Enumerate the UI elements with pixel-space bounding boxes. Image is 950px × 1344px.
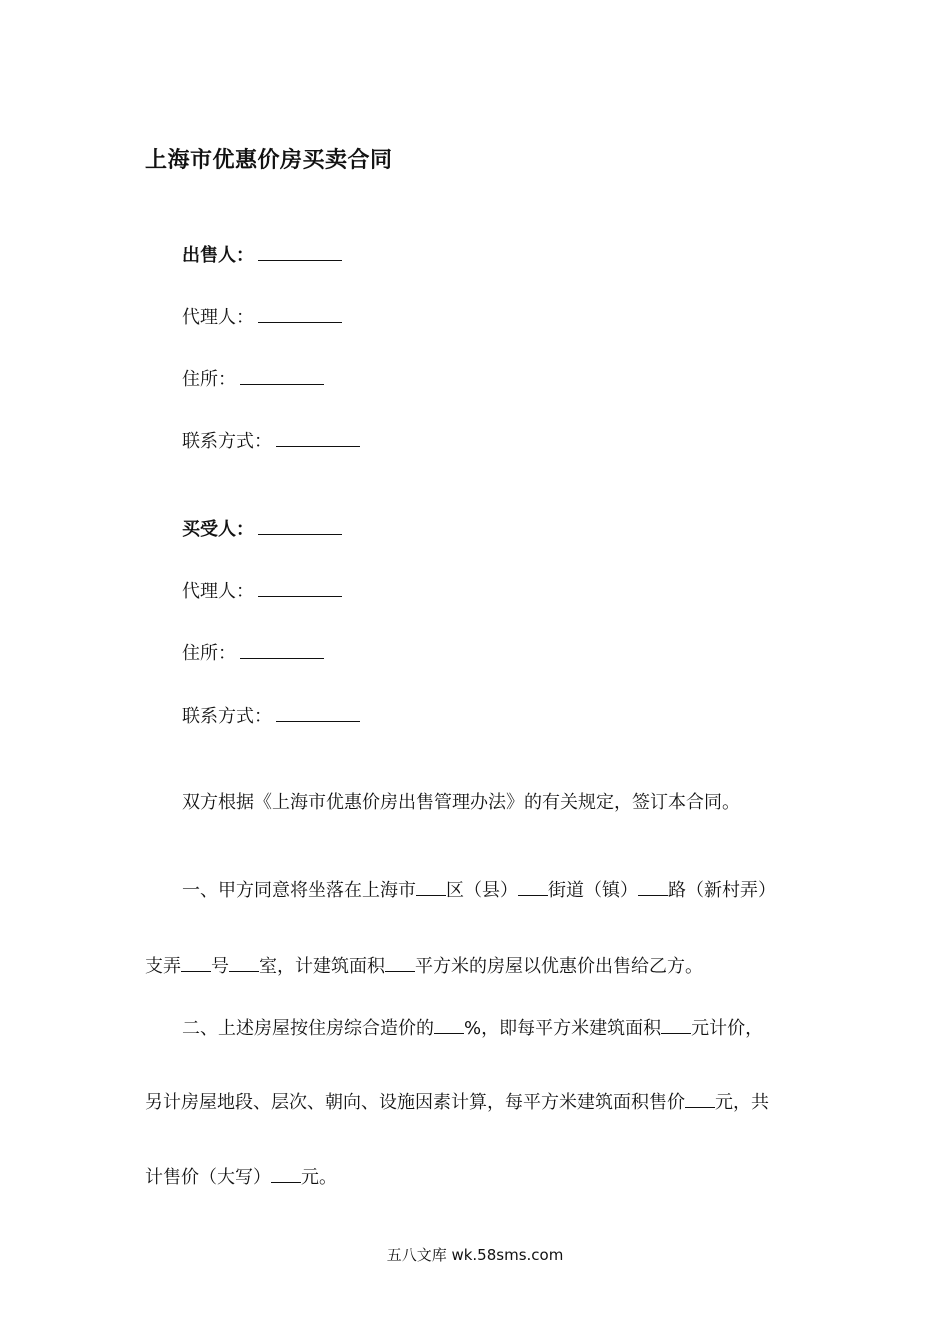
footer-watermark: 五八文库 wk.58sms.com (386, 1246, 564, 1264)
seller-address-label: 住所： (182, 369, 236, 390)
buyer-agent-blank (258, 578, 342, 597)
lane-blank (181, 953, 211, 972)
number-blank (229, 953, 259, 972)
clause-2-line-3 (145, 1164, 337, 1190)
clause-1-text-a: 一、甲方同意将坐落在上海市 (182, 880, 416, 901)
area-blank (385, 953, 415, 972)
clause-2-text-b: %，即每平方米建筑面积 (464, 1018, 662, 1039)
percent-blank (434, 1015, 464, 1034)
buyer-label: 买受人： (182, 519, 254, 540)
unit-price-blank (661, 1015, 691, 1034)
clause-1-text-f: 号 (211, 956, 229, 977)
buyer-contact-label: 联系方式： (182, 706, 272, 727)
seller-address-blank (240, 366, 324, 385)
seller-label: 出售人： (182, 245, 254, 266)
seller-agent-blank (258, 304, 342, 323)
clause-2-text-a: 二、上述房屋按住房综合造价的 (182, 1018, 434, 1039)
clause-2-text-c: 元计价， (691, 1018, 764, 1039)
clause-2-text-e: 元，共 (715, 1092, 769, 1113)
clause-2-text-f: 计售价（大写） (145, 1167, 271, 1188)
clause-2-text-g: 元。 (301, 1167, 337, 1188)
buyer-address-label: 住所： (182, 643, 236, 664)
buyer-blank (258, 516, 342, 535)
clause-1-text-g: 室，计建筑面积 (259, 956, 385, 977)
road-blank (638, 877, 668, 896)
page-title: 上海市优惠价房买卖合同 (145, 148, 393, 173)
buyer-field (182, 516, 342, 542)
buyer-address-blank (240, 640, 324, 659)
clause-1-line-2 (145, 953, 703, 979)
seller-field (182, 242, 342, 268)
street-blank (518, 877, 548, 896)
seller-contact-field (182, 428, 360, 454)
seller-contact-label: 联系方式： (182, 431, 272, 452)
seller-agent-label: 代理人： (182, 307, 254, 328)
clause-1-text-d: 路（新村弄） (668, 880, 776, 901)
clause-1-text-e: 支弄 (145, 956, 181, 977)
total-price-blank (271, 1164, 301, 1183)
buyer-agent-label: 代理人： (182, 581, 254, 602)
seller-contact-blank (276, 428, 360, 447)
buyer-agent-field (182, 578, 342, 604)
buyer-contact-blank (276, 703, 360, 722)
sale-price-blank (685, 1089, 715, 1108)
clause-1-text-c: 街道（镇） (548, 880, 638, 901)
clause-1-text-h: 平方米的房屋以优惠价出售给乙方。 (415, 956, 703, 977)
seller-agent-field (182, 304, 342, 330)
district-blank (416, 877, 446, 896)
seller-blank (258, 242, 342, 261)
buyer-contact-field (182, 703, 360, 729)
clause-1-line-1 (182, 877, 776, 903)
seller-address-field (182, 366, 324, 392)
clause-2-line-2 (145, 1089, 769, 1115)
buyer-address-field (182, 640, 324, 666)
intro-paragraph: 双方根据《上海市优惠价房出售管理办法》的有关规定，签订本合同。 (182, 792, 740, 813)
clause-1-text-b: 区（县） (446, 880, 518, 901)
clause-2-text-d: 另计房屋地段、层次、朝向、设施因素计算，每平方米建筑面积售价 (145, 1092, 685, 1113)
clause-2-line-1 (182, 1015, 763, 1041)
